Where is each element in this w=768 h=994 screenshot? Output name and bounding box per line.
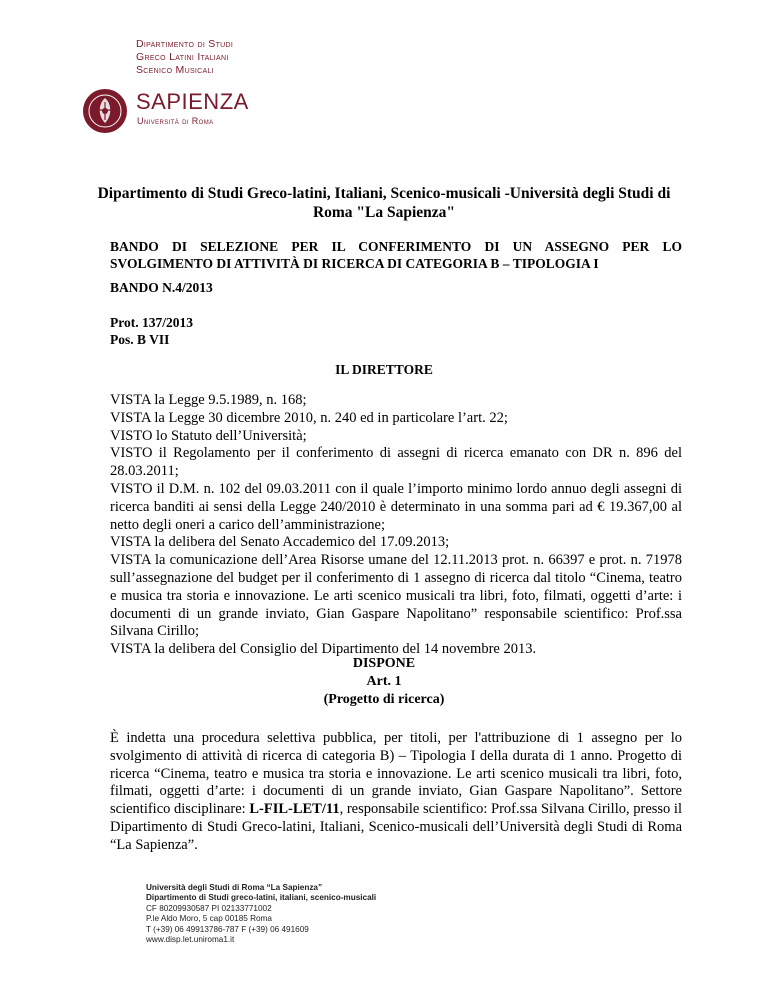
article-text-pre: È indetta una procedura selettiva pubblica, per titoli, per l'attribuzione di 1 assegno per lo svolgimento di attività di ricerca di categoria B) – Tipologia I della durata di 1 anno. Progetto di ricerca “Cinema, teatro e musica tra storia e innovazione. Le arti scenico musicali tra libri, foto, filmati, oggetti d’arte: i documenti di un grande inviato, Gian Gaspare Napolitano”. Settore scientifico disciplinare: [110, 730, 682, 818]
university-subtitle: Università di Roma [137, 116, 214, 126]
director-heading: IL DIRETTORE [335, 362, 433, 377]
university-name: SAPIENZA [136, 89, 249, 114]
footer-department: Dipartimento di Studi greco-latini, italiani, scenico-musicali [146, 893, 377, 903]
bando-title: BANDO DI SELEZIONE PER IL CONFERIMENTO DI UN ASSEGNO PER LO SVOLGIMENTO DI ATTIVITÀ DI RICERCA DI CATEGORIA B – TIPOLOGIA I [110, 239, 682, 271]
department-header [136, 38, 233, 77]
footer [146, 883, 376, 945]
vista-item: VISTA la Legge 9.5.1989, n. 168; [110, 392, 307, 408]
article-title: (Progetto di ricerca) [323, 692, 445, 707]
vista-item: VISTA la delibera del Senato Accademico del 17.09.2013; [110, 534, 450, 551]
vista-item: VISTA la delibera del Consiglio del Dipartimento del 14 novembre 2013. [110, 641, 537, 658]
vista-item: VISTO il D.M. n. 102 del 09.03.2011 con il quale l’importo minimo lordo annuo degli assegni di ricerca banditi ai sensi della Legge 240/2010 è determinato in una somma pari ad € 19.367,00 al netto degli oneri a carico dell’amministrazione; [110, 480, 682, 533]
vista-list [110, 392, 682, 659]
dispone-heading: DISPONE [352, 656, 416, 671]
bando-number: BANDO N.4/2013 [110, 280, 213, 295]
dept-line-1: Dipartimento di Studi [136, 38, 234, 50]
footer-phone: T (+39) 06 49913786-787 F (+39) 06 491609 [146, 924, 309, 934]
footer-website: www.disp.let.uniroma1.it [146, 935, 235, 945]
protocol-block [110, 314, 193, 348]
footer-university: Università degli Studi di Roma “La Sapienza” [146, 883, 323, 892]
footer-address: P.le Aldo Moro, 5 cap 00185 Roma [146, 914, 272, 924]
vista-item: VISTA la Legge 30 dicembre 2010, n. 240 ed in particolare l’art. 22; [110, 409, 508, 426]
dept-line-3: Scenico Musicali [136, 64, 214, 76]
protocol-number: Prot. 137/2013 [110, 315, 193, 330]
sector-code: L-FIL-LET/11 [249, 801, 340, 818]
dispone-block [0, 655, 768, 709]
footer-tax-codes: CF 80209930587 PI 02133771002 [146, 903, 272, 913]
article-number: Art. 1 [366, 674, 402, 689]
document-title: Dipartimento di Studi Greco-latini, Italiani, Scenico-musicali -Università degli Studi di Roma "La Sapienza" [97, 185, 671, 221]
article-text-post: , responsabile scientifico: Prof.ssa Silvana Cirillo, presso il Dipartimento di Studi Greco-latini, Italiani, Scenico-musicali dell’Università degli Studi di Roma “La Sapienza”. [110, 801, 682, 853]
article-body [110, 730, 682, 855]
sapienza-seal-logo [82, 88, 128, 134]
protocol-position: Pos. B VII [110, 332, 170, 347]
vista-item: VISTO il Regolamento per il conferimento di assegni di ricerca emanato con DR n. 896 del 28.03.2011; [110, 445, 682, 480]
dept-line-2: Greco Latini Italiani [136, 51, 229, 63]
vista-item: VISTO lo Statuto dell’Università; [110, 427, 307, 444]
vista-item: VISTA la comunicazione dell’Area Risorse umane del 12.11.2013 prot. n. 66397 e prot. n. 71978 sull’assegnazione del budget per il conferimento di 1 assegno di ricerca dal titolo “Cinema, teatro e musica tra storia e innovazione. Le arti scenico musicali tra libri, foto, filmati, oggetti d’arte: i documenti di un grande inviato, Gian Gaspare Napolitano” responsabile scientifico: Prof.ssa Silvana Cirillo; [110, 552, 682, 640]
